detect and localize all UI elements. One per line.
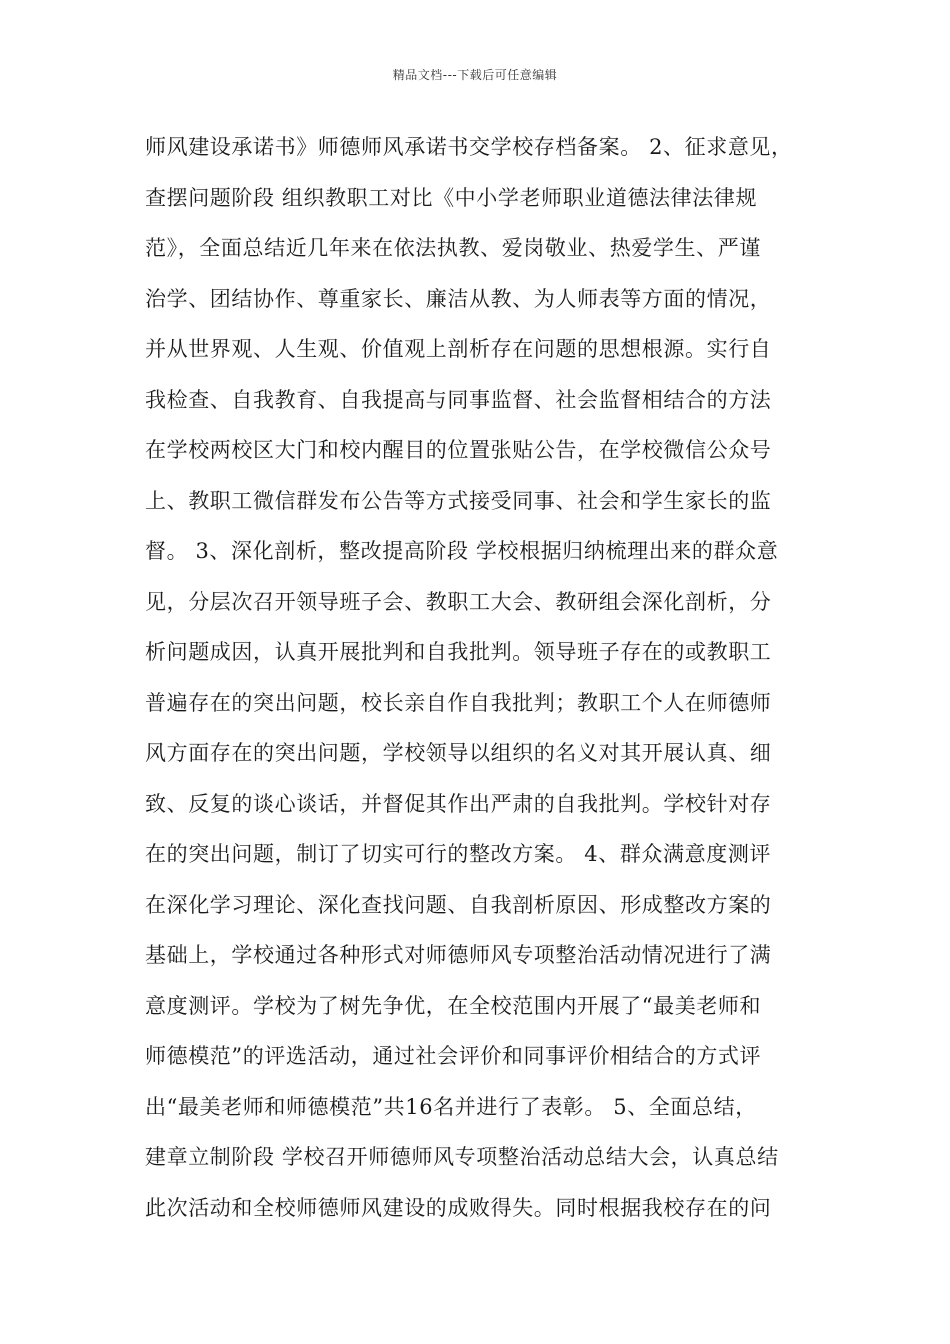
text-line: 在学校两校区大门和校内醒目的位置张贴公告，在学校微信公众号 [145, 438, 772, 462]
text-line: 普遍存在的突出问题，校长亲自作自我批判；教职工个人在师德师 [145, 690, 772, 715]
page-header: 精品文档---下载后可任意编辑 [392, 68, 558, 82]
text-line: 上、教职工微信群发布公告等方式接受同事、社会和学生家长的监 [145, 488, 772, 513]
text-line: 我检查、自我教育、自我提高与同事监督、社会监督相结合的方法 [145, 387, 772, 412]
document-body [145, 130, 825, 1241]
text-line: 意度测评。学校为了树先争优，在全校范围内开展了“最美老师和 [145, 993, 762, 1018]
text-line: 在深化学习理论、深化查找问题、自我剖析原因、形成整改方案的 [145, 892, 772, 917]
text-line: 见，分层次召开领导班子会、教职工大会、教研组会深化剖析，分 [145, 589, 772, 614]
text-line: 风方面存在的突出问题，学校领导以组织的名义对其开展认真、细 [145, 741, 772, 765]
text-line: 查摆问题阶段 组织教职工对比《中小学老师职业道德法律法律规 [145, 185, 758, 210]
text-line: 并从世界观、人生观、价值观上剖析存在问题的思想根源。实行自 [145, 337, 772, 361]
text-line: 督。 3、深化剖析，整改提高阶段 学校根据归纳梳理出来的群众意 [145, 539, 779, 563]
text-line: 析问题成因，认真开展批判和自我批判。领导班子存在的或教职工 [145, 640, 772, 664]
text-line: 师德模范”的评选活动，通过社会评价和同事评价相结合的方式评 [145, 1044, 762, 1068]
text-line: 致、反复的谈心谈话，并督促其作出严肃的自我批判。学校针对存 [145, 791, 772, 816]
text-line: 在的突出问题，制订了切实可行的整改方案。 4、群众满意度测评 [145, 842, 772, 866]
text-line: 此次活动和全校师德师风建设的成败得失。同时根据我校存在的问 [145, 1195, 772, 1220]
text-line: 建章立制阶段 学校召开师德师风专项整治活动总结大会，认真总结 [145, 1145, 779, 1169]
text-line: 出“最美老师和师德模范”共16名并进行了表彰。 5、全面总结， [145, 1094, 757, 1119]
text-line: 基础上，学校通过各种形式对师德师风专项整治活动情况进行了满 [145, 943, 772, 967]
text-line: 师风建设承诺书》师德师风承诺书交学校存档备案。 2、征求意见， [145, 135, 793, 159]
text-line: 范》，全面总结近几年来在依法执教、爱岗敬业、热爱学生、严谨 [145, 236, 761, 260]
text-line: 治学、团结协作、尊重家长、廉洁从教、为人师表等方面的情况， [145, 286, 772, 311]
